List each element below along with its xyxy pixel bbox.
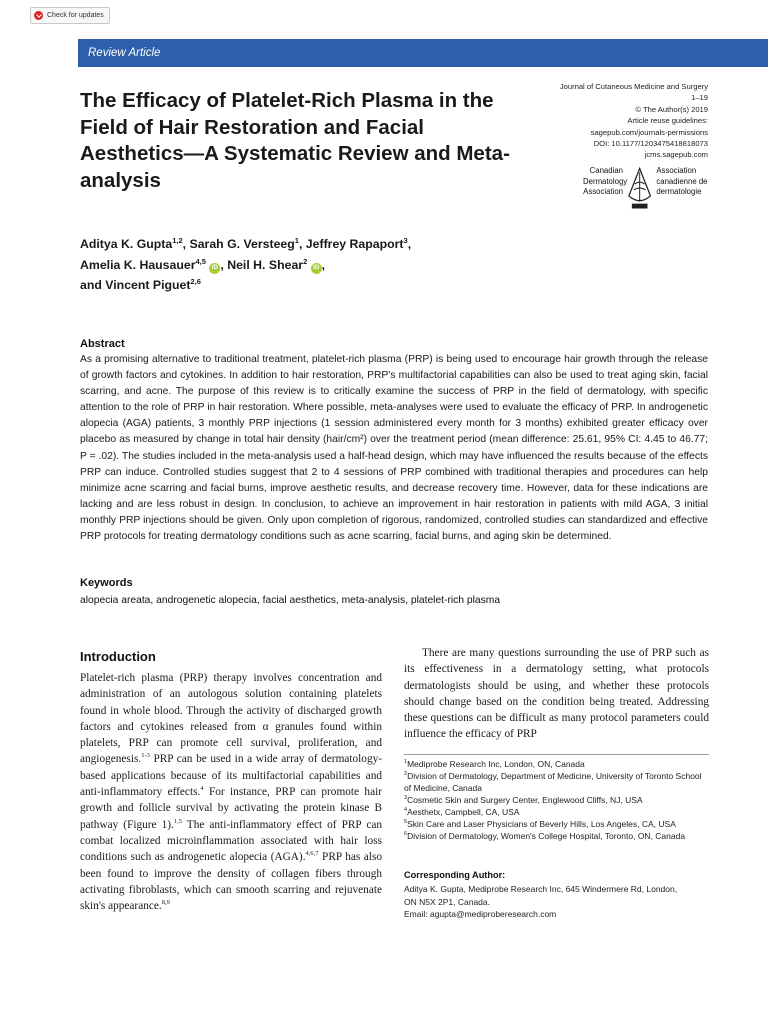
affiliation-sup: 4 [404,807,408,814]
journal-name: Journal of Cutaneous Medicine and Surgery [559,82,708,91]
author-name: Amelia K. Hausauer [80,257,196,272]
citation-sup[interactable]: 8,9 [161,899,170,907]
introduction-paragraph [80,670,382,914]
intro-text: For instance, PRP can promote hair growth and follicle survival by activating the protein kinase B pathway (Figure 1). [80,786,382,831]
affiliation-item [404,758,709,770]
journal-info [488,81,708,161]
author-separator: , [407,237,412,251]
affiliation-item [404,830,709,842]
keywords-text: alopecia areata, androgenetic alopecia, facial aesthetics, meta-analysis, platelet-rich plasma [80,595,501,606]
check-for-updates-button[interactable] [30,7,110,24]
intro-text: PRP can be used in a wide array of dermatology-based applications because of its multifactorial capabilities and anti-inflammatory effects. [80,753,382,799]
author-affil-sup: 4,5 [195,256,206,266]
cda-en-line1: Canadian [589,166,623,175]
intro-text: PRP has also been found to improve the density of collagen fibers through activating fibroblasts, which can smooth scarring and rejuvenate skin's appearance. [80,851,382,913]
corresponding-line: ON N5X 2P1, Canada. [404,896,490,907]
affiliation-sup: 6 [404,831,408,838]
cda-emblem-icon [626,166,653,210]
cda-logo [583,166,713,210]
journal-permissions-link[interactable]: sagepub.com/journals-permissions [590,127,708,137]
author-line-1 [80,234,520,255]
citation-sup[interactable]: 4,6,7 [305,850,319,858]
author-separator: , [220,257,228,272]
author-name: Aditya K. Gupta [80,237,173,251]
affiliation-text: Mediprobe Research Inc, London, ON, Canada [407,759,585,769]
author-separator: , [321,257,326,272]
affiliation-sup: 5 [404,819,408,826]
author-name: Jeffrey Rapaport [305,237,404,251]
cda-logo-english [583,166,628,198]
article-type-label: Review Article [88,47,161,59]
affiliation-text: Division of Dermatology, Department of Medicine, University of Toronto School of Medicine, Canada [404,771,702,793]
check-updates-icon [34,11,43,20]
affiliation-item [404,806,709,818]
author-separator: , [182,237,190,251]
orcid-icon[interactable]: iD [311,263,322,274]
corresponding-email[interactable]: Email: agupta@mediproberesearch.com [404,909,557,919]
abstract-text: As a promising alternative to traditional treatment, platelet-rich plasma (PRP) is being used to encourage hair growth through the release of growth factors and cytokines. In addition to hair restoration, PRP's multifactorial capabilities can also be used to treat aging skin, facial scarring, and acne. The purpose of this review is to critically examine the success of PRP in the field of dermatology, with specific attention to the role of PRP in hair restoration. Where possible, meta-analyses were used to evaluate the efficacy of PRP. In androgenetic alopecia (AGA) patients, 3 monthly PRP injections (1 session administered every month for 3 months) exhibited greater efficacy over placebo as measured by change in total hair density (hair/cm²) over the treatment period (mean difference: 25.61, 95% CI: 4.45 to 46.77; P = .02). The studies included in the meta-analysis used a half-head design, which may have influenced the results because of the effects PRP can induce. Controlled studies suggest that 2 to 4 sessions of PRP combined with traditional therapies and procedures can help minimize acne scarring and facial burns, improve aesthetic results, and decrease recovery time. However, data for these indications are lacking and are less robust in design. In conclusion, to achieve an improvement in hair restoration in patients with mild AGA, 3 initial monthly PRP injections should be given. Only upon completion of rigorous, randomized, controlled studies can standardized and effective PRP protocols for treating dermatology conditions such as acne scarring, facial burns, and aging skin be determined. [80,354,708,543]
affiliation-sup: 2 [404,771,408,778]
intro-text: Platelet-rich plasma (PRP) therapy involves concentration and administration of an autologous solution containing platelets found in whole blood. Through the activity of discharged growth factors and cytokines released from α granules found within platelets, PRP can promote cell survival, proliferation, and angiogenesis. [80,672,382,766]
cda-en-line2: Dermatology [583,176,628,186]
journal-pages: 1–19 [691,93,708,103]
keywords-heading: Keywords [80,577,133,589]
introduction-heading: Introduction [80,649,156,664]
journal-url[interactable]: jcms.sagepub.com [644,150,708,160]
corresponding-line: Aditya K. Gupta, Mediprobe Research Inc, 645 Windermere Rd, London, [404,884,678,894]
author-affil-sup: 2 [303,256,308,266]
cda-logo-french [656,166,713,198]
cda-fr-line3: dermatologie [656,187,702,196]
orcid-icon[interactable]: iD [209,263,220,274]
cda-en-line3: Association [583,187,623,196]
cda-fr-line2: canadienne de [656,176,708,186]
author-list [80,234,520,296]
citation-sup[interactable]: 1,5 [173,817,182,825]
author-affil-sup: 1,2 [172,235,183,245]
check-updates-label: Check for updates [47,12,104,19]
affiliation-text: Aesthetx, Campbell, CA, USA [407,807,520,817]
author-separator: , [298,237,306,251]
corresponding-author-info [404,883,709,921]
affiliation-text: Skin Care and Laser Physicians of Beverly Hills, Los Angeles, CA, USA [407,819,676,829]
affiliation-sup: 1 [404,759,408,766]
author-name: Neil H. Shear [227,257,304,272]
journal-doi[interactable]: DOI: 10.1177/1203475418818073 [593,139,708,149]
affiliation-item [404,818,709,830]
author-affil-sup: 1 [294,235,299,245]
author-line-3 [80,275,520,296]
article-type-banner [78,39,768,67]
affiliation-item [404,794,709,806]
author-line-2 [80,255,520,276]
author-name: Sarah G. Versteeg [189,237,295,251]
author-affil-sup: 3 [403,235,408,245]
intro-text: The anti-inflammatory effect of PRP can combat localized microinflammation associated with hair loss conditions such as androgenetic alopecia (AGA). [80,818,382,864]
author-conjunction: and [80,278,106,292]
citation-sup[interactable]: 1-3 [141,752,150,760]
corresponding-author-heading: Corresponding Author: [404,870,506,880]
article-title: The Efficacy of Platelet-Rich Plasma in the Field of Hair Restoration and Facial Aesthetics—A Systematic Review and Meta-analysis [80,89,510,192]
cda-fr-line1: Association [656,166,697,175]
affiliation-text: Division of Dermatology, Women's College Hospital, Toronto, ON, Canada [407,831,686,841]
author-name: Vincent Piguet [105,278,191,292]
affiliation-text: Cosmetic Skin and Surgery Center, Englewood Cliffs, NJ, USA [407,795,643,805]
abstract-heading: Abstract [80,338,125,350]
affiliation-item [404,770,709,794]
footnote-divider [404,754,709,755]
author-affil-sup: 2,6 [190,276,201,286]
affiliations-list [404,758,709,842]
journal-copyright: © The Author(s) 2019 [635,104,708,114]
citation-sup[interactable]: 4 [200,785,204,793]
journal-reuse: Article reuse guidelines: [627,116,708,126]
affiliation-sup: 3 [404,795,408,802]
right-column-paragraph: There are many questions surrounding the use of PRP such as its effectiveness in a dermatology setting, what protocols dermatologists should be using, and whether these protocols should change based on the condition being treated. Addressing these questions can be difficult as many protocol parameters could influence the efficacy of PRP [404,647,709,741]
